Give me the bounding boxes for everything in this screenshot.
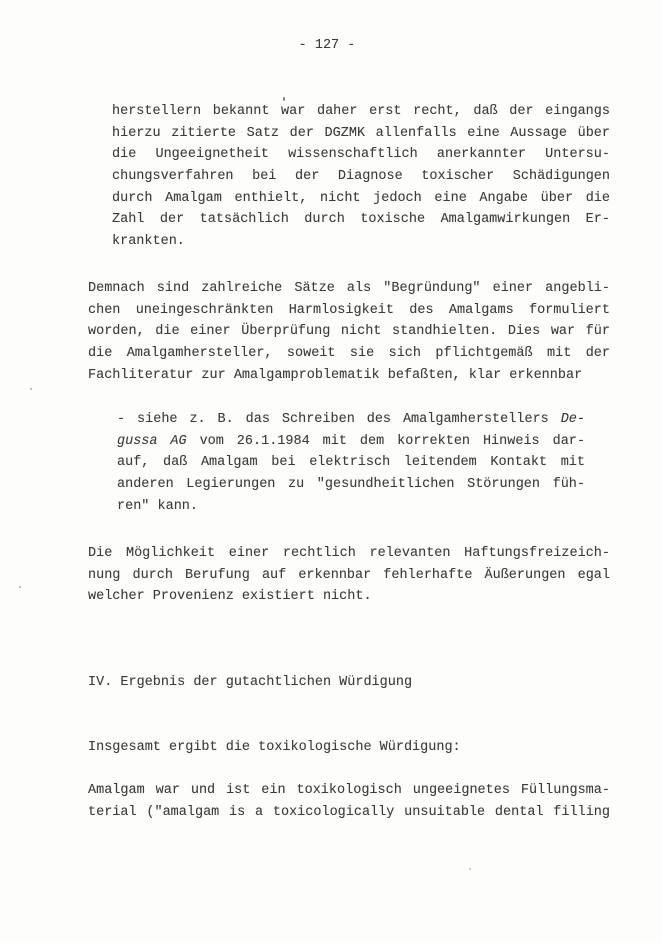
list-item-siehe-degussa [117,409,585,517]
text-line: durch Amalgam enthielt, nicht jedoch eine Angabe über die [112,190,610,206]
text-line: Zahl der tatsächlich durch toxische Amalgamwirkungen Er- [112,212,610,228]
page-number: - 127 - [298,38,356,53]
text-line: hierzu zitierte Satz der DGZMK allenfalls eine Aussage über [112,125,610,141]
text-line: die Amalgamhersteller, soweit sie sich pflichtgemäß mit der [88,346,610,362]
paragraph-demnach [88,278,610,386]
paragraph-continuation-hersteller [112,101,610,253]
section-heading-ergebnis [88,672,610,694]
text-line: auf, daß Amalgam bei elektrisch leitendem Kontakt mit [117,455,585,471]
text-line: Insgesamt ergibt die toxikologische Würdigung: [88,740,461,755]
paragraph-haftungsfreizeichnung [88,543,610,608]
text-line: terial ("amalgam is a toxicologically unsuitable dental filling [88,804,610,820]
text-line: worden, die einer Überprüfung nicht standhielten. Dies war für [88,324,610,340]
scan-speck [469,868,471,870]
scan-speck [283,97,285,101]
text-line: krankten. [112,234,185,250]
text-line: gussa AG vom 26.1.1984 mit dem korrekten Hinweis dar- [117,433,585,449]
text-line: anderen Legierungen zu "gesundheitlichen Störungen füh- [117,477,585,493]
text-line: Amalgam war und ist ein toxikologisch ungeeignetes Füllungsma- [88,783,610,798]
text-line: chungsverfahren bei der Diagnose toxischer Schädigungen [112,169,610,185]
text-line: Die Möglichkeit einer rechtlich relevanten Haftungsfreizeich- [88,546,610,561]
text-line: IV. Ergebnis der gutachtlichen Würdigung [88,675,413,690]
text-line: die Ungeeignetheit wissenschaftlich anerkannter Untersu- [112,147,610,163]
text-line: welcher Provenienz existiert nicht. [88,589,372,605]
text-line: Fachliteratur zur Amalgamproblematik befaßten, klar erkennbar [88,367,583,383]
text-line: ren" kann. [117,498,199,514]
scan-speck [30,388,32,390]
text-line: chen uneingeschränkten Harmlosigkeit des Amalgams formuliert [88,302,610,318]
scan-speck [19,586,21,588]
text-line: nung durch Berufung auf erkennbar fehlerhafte Äußerungen egal [88,567,610,583]
line-insgesamt-intro [88,737,610,759]
paragraph-amalgam-fazit [88,780,610,823]
text-line: herstellern bekannt war daher erst recht, daß der eingangs [112,104,610,119]
text-line: Demnach sind zahlreiche Sätze als "Begründung" einer angebli- [88,281,610,296]
text-line: - siehe z. B. das Schreiben des Amalgamherstellers De- [117,412,585,427]
